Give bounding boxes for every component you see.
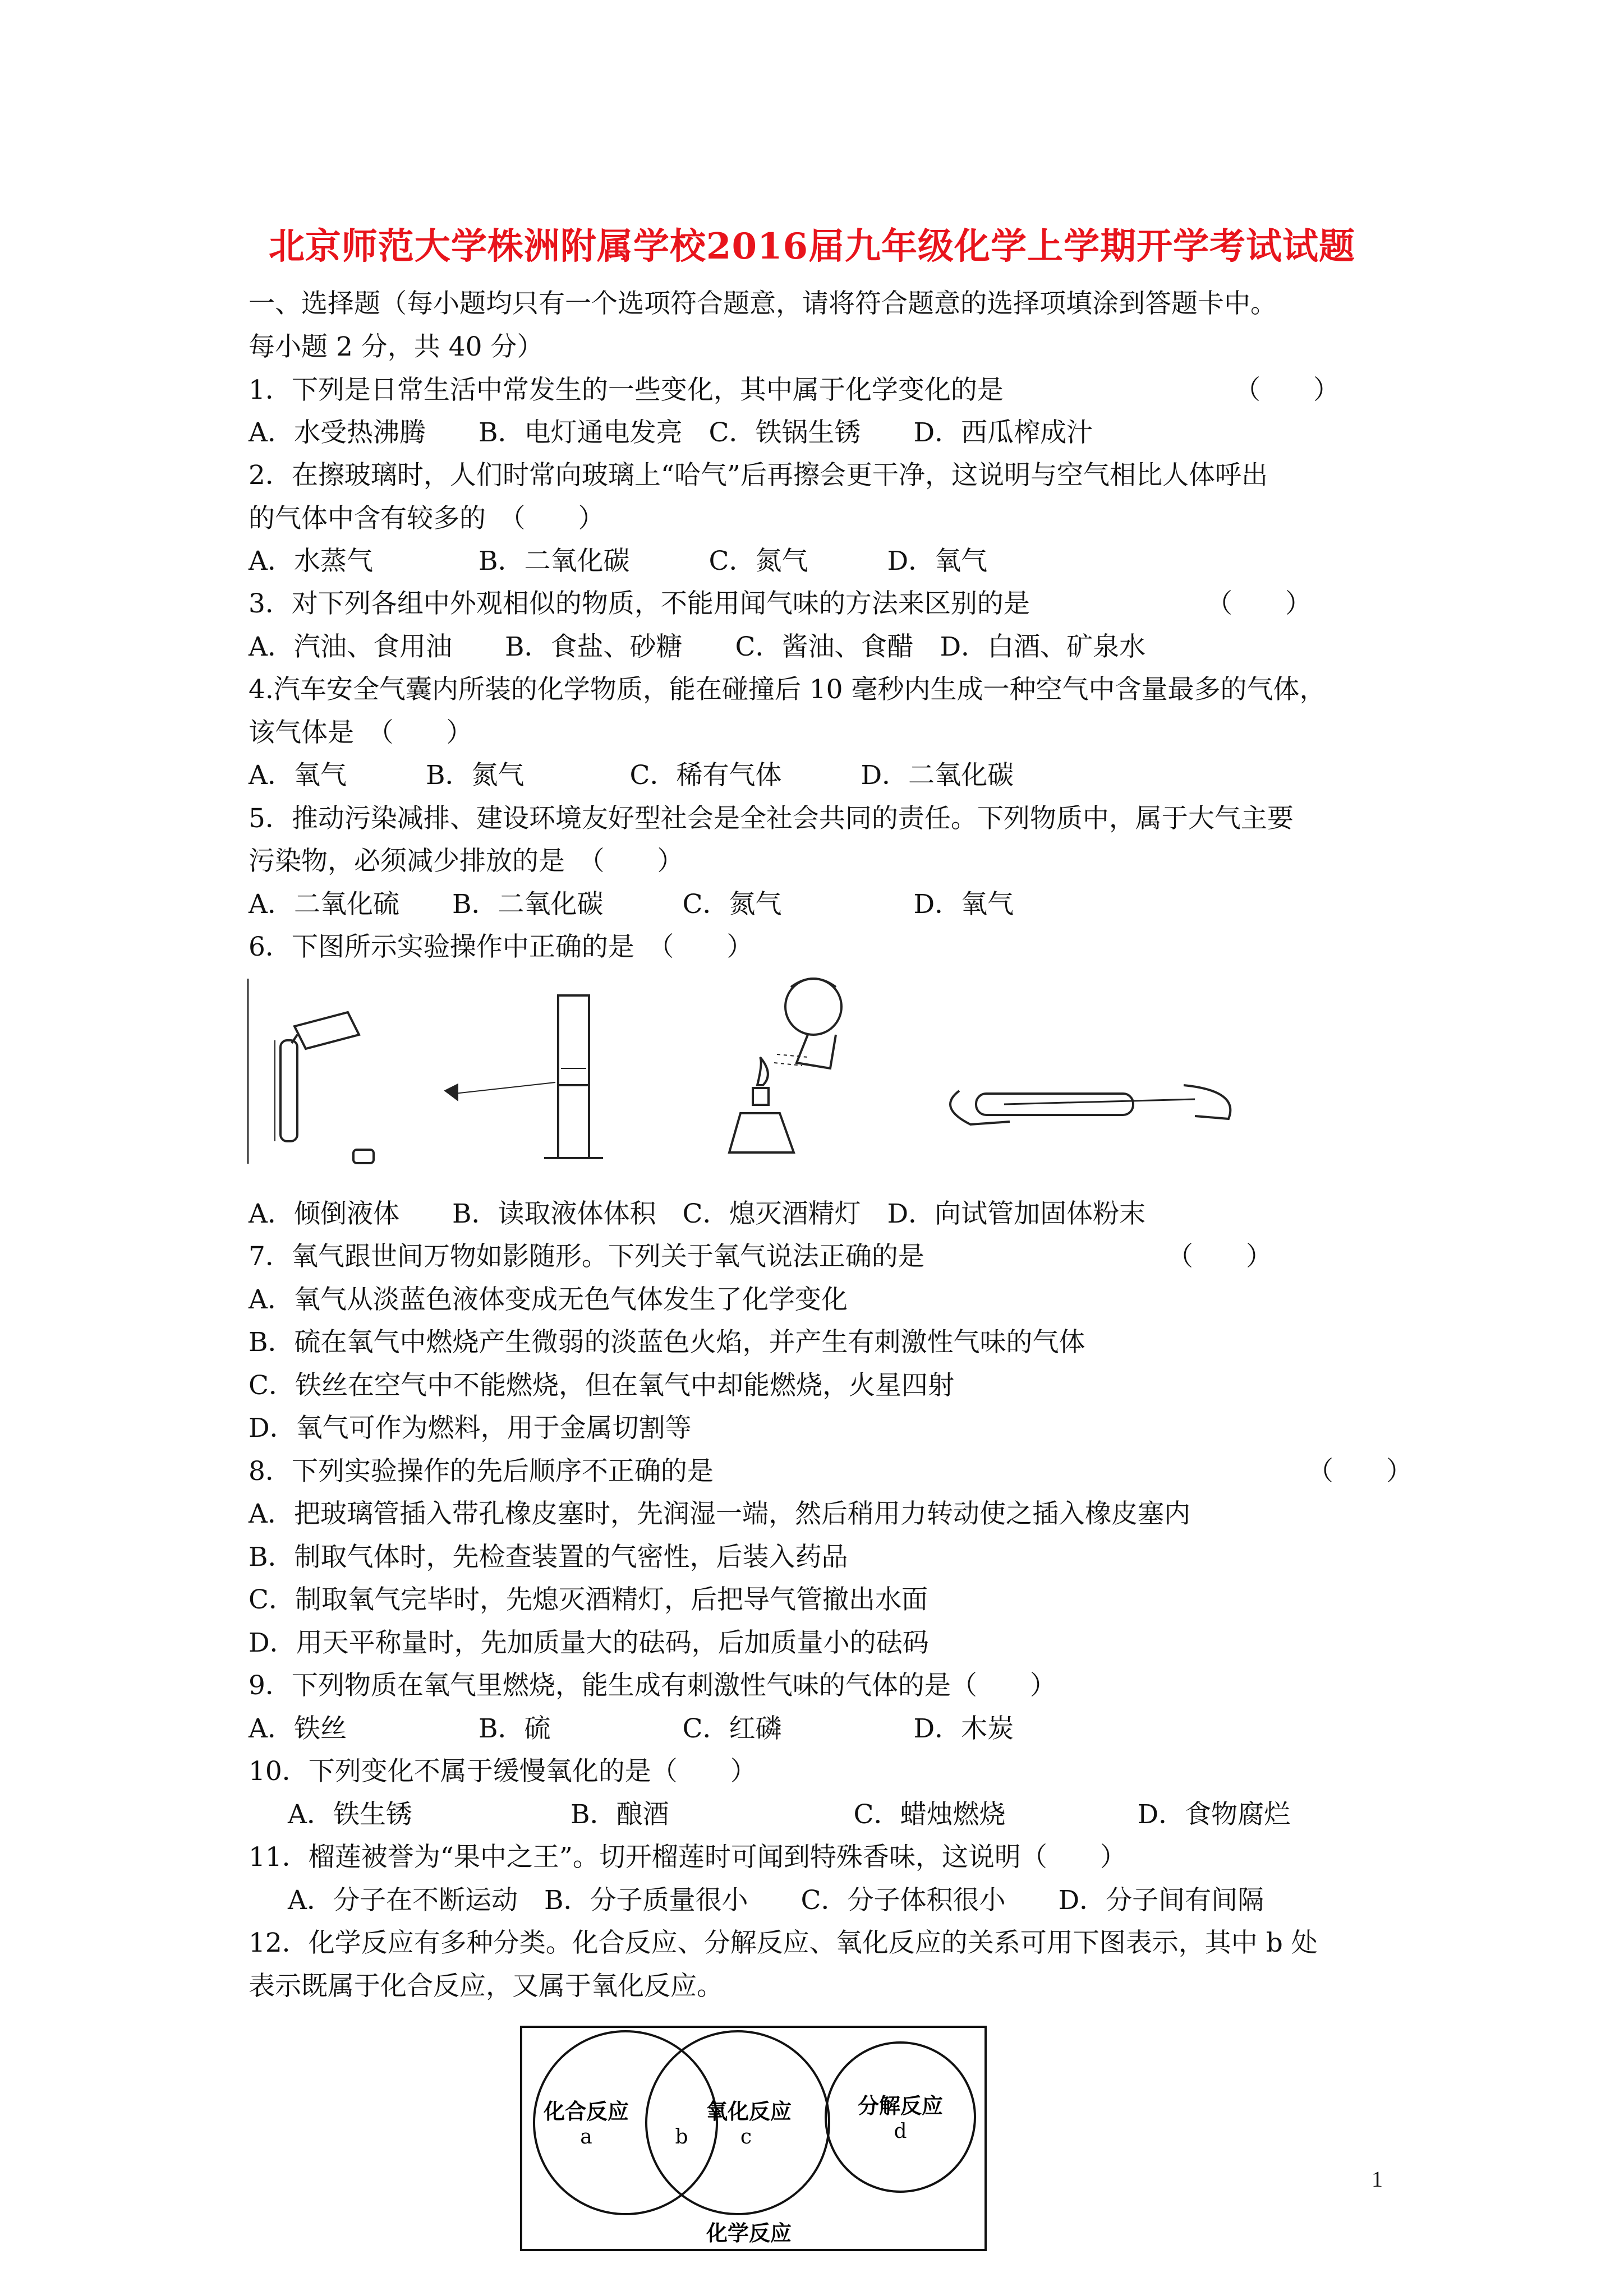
question-7-option-a: A．氧气从淡蓝色液体变成无色气体发生了化学变化	[249, 1284, 848, 1315]
section-scoring: 每小题 2 分，共 40 分）	[249, 331, 544, 362]
question-2-continued: 的气体中含有较多的 （ ）	[249, 503, 605, 534]
question-9: 9．下列物质在氧气里燃烧，能生成有刺激性气味的气体的是（ ）	[249, 1670, 1056, 1701]
question-8-option-a: A．把玻璃管插入带孔橡皮塞时，先润湿一端，然后稍用力转动使之插入橡皮塞内	[249, 1499, 1190, 1529]
question-5-continued: 污染物，必须减少排放的是 （ ）	[249, 846, 684, 877]
question-2: 2．在擦玻璃时，人们时常向玻璃上“哈气”后再擦会更干净，这说明与空气相比人体呼出	[249, 460, 1268, 491]
venn-middle-letter: c	[740, 2126, 752, 2149]
question-7-option-c: C．铁丝在空气中不能燃烧，但在氧气中却能燃烧，火星四射	[249, 1370, 954, 1401]
question-8: 8．下列实验操作的先后顺序不正确的是	[249, 1456, 714, 1487]
question-8-answer-paren: （ ）	[1307, 1456, 1413, 1487]
question-7-answer-paren: （ ）	[1167, 1241, 1272, 1272]
adding-powder-to-tube-illustration	[950, 1085, 1230, 1124]
question-1-answer-paren: （ ）	[1234, 375, 1340, 405]
question-4: 4.汽车安全气囊内所装的化学物质，能在碰撞后 10 毫秒内生成一种空气中含量最多的气体，	[249, 674, 1326, 705]
question-8-option-c: C．制取氧气完毕时，先熄灭酒精灯，后把导气管撤出水面	[249, 1584, 928, 1615]
pouring-liquid-illustration	[275, 1012, 374, 1163]
venn-middle-label: 氧化反应	[706, 2099, 792, 2124]
question-4-options: A．氧气 B．氮气 C．稀有气体 D．二氧化碳	[249, 760, 1014, 791]
question-6-options: A．倾倒液体 B．读取液体体积 C．熄灭酒精灯 D．向试管加固体粉末	[249, 1198, 1146, 1229]
question-8-option-b: B．制取气体时，先检查装置的气密性，后装入药品	[249, 1542, 848, 1573]
question-8-option-d: D．用天平称量时，先加质量大的砝码，后加质量小的砝码	[249, 1628, 929, 1658]
question-5-options: A．二氧化硫 B．二氧化碳 C．氮气 D．氧气	[249, 889, 1014, 920]
question-11-options: A．分子在不断运动 B．分子质量很小 C．分子体积很小 D．分子间有间隔	[288, 1885, 1264, 1916]
venn-right-letter: d	[894, 2120, 907, 2143]
lab-operations-figure	[241, 973, 1268, 1175]
question-3: 3．对下列各组中外观相似的物质，不能用闻气味的方法来区别的是	[249, 588, 1030, 619]
reading-liquid-volume-illustration	[446, 995, 603, 1158]
section-heading: 一、选择题（每小题均只有一个选项符合题意，请将符合题意的选择项填涂到答题卡中。	[249, 288, 1277, 319]
question-6: 6．下图所示实验操作中正确的是 （ ）	[249, 932, 753, 962]
question-11: 11．榴莲被誉为“果中之王”。切开榴莲时可闻到特殊香味，这说明（ ）	[249, 1842, 1126, 1873]
venn-left-label: 化合反应	[543, 2099, 629, 2124]
question-2-options: A．水蒸气 B．二氧化碳 C．氮气 D．氧气	[249, 546, 988, 577]
question-3-options: A．汽油、食用油 B．食盐、砂糖 C．酱油、食醋 D．白酒、矿泉水	[249, 631, 1146, 662]
page-number: 1	[1372, 2166, 1383, 2192]
page-title: 北京师范大学株洲附属学校2016届九年级化学上学期开学考试试题	[268, 225, 1356, 268]
question-7-option-d: D．氧气可作为燃料，用于金属切割等	[249, 1413, 692, 1444]
question-9-options: A．铁丝 B．硫 C．红磷 D．木炭	[249, 1713, 1014, 1744]
question-10: 10．下列变化不属于缓慢氧化的是（ ）	[249, 1756, 757, 1787]
venn-left-letter: a	[580, 2126, 592, 2149]
question-7-option-b: B．硫在氧气中燃烧产生微弱的淡蓝色火焰，并产生有刺激性气味的气体	[249, 1327, 1085, 1358]
question-1: 1．下列是日常生活中常发生的一些变化，其中属于化学变化的是	[249, 375, 1004, 405]
question-1-options: A．水受热沸腾 B．电灯通电发亮 C．铁锅生锈 D．西瓜榨成汁	[249, 417, 1093, 448]
venn-right-label: 分解反应	[857, 2093, 944, 2118]
venn-bottom-label: 化学反应	[706, 2220, 792, 2246]
question-4-continued: 该气体是 （ ）	[249, 717, 473, 748]
question-7: 7．氧气跟世间万物如影随形。下列关于氧气说法正确的是	[249, 1241, 924, 1272]
question-10-options: A．铁生锈 B．酿酒 C．蜡烛燃烧 D．食物腐烂	[288, 1799, 1291, 1830]
question-5: 5．推动污染减排、建设环境友好型社会是全社会共同的责任。下列物质中，属于大气主要	[249, 803, 1294, 834]
venn-overlap-letter: b	[675, 2126, 688, 2149]
question-3-answer-paren: （ ）	[1206, 588, 1312, 619]
reaction-venn-diagram	[519, 2025, 990, 2254]
question-12-continued: 表示既属于化合反应，又属于氧化反应。	[249, 1971, 723, 2002]
question-12: 12．化学反应有多种分类。化合反应、分解反应、氧化反应的关系可用下图表示，其中 b 处	[249, 1928, 1318, 1958]
blowing-out-alcohol-lamp-illustration	[729, 979, 841, 1152]
